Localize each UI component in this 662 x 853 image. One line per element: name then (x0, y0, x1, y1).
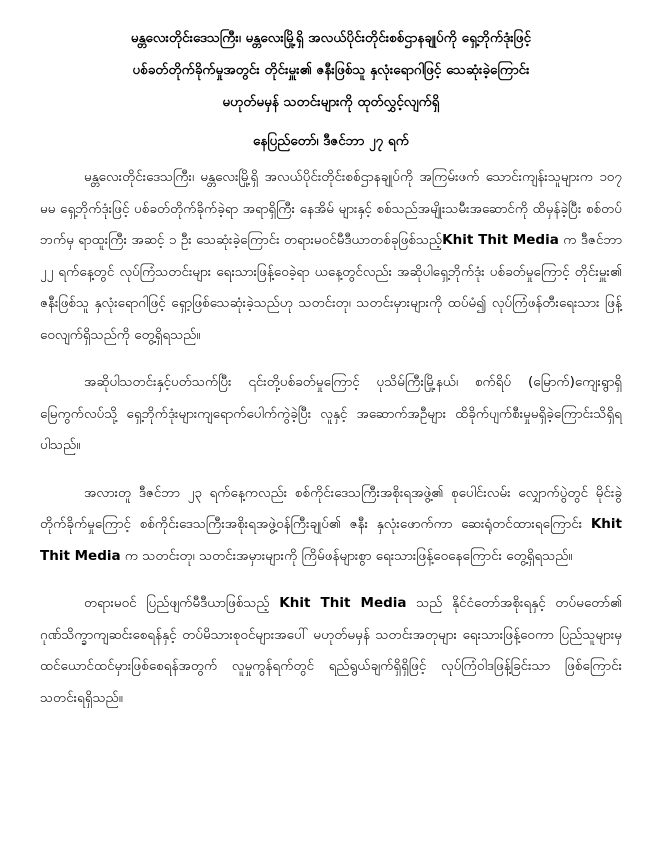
paragraph-text: အဆိုပါသတင်းနှင့်ပတ်သက်ပြီး ၎င်းတို့ပစ်ခတ်မှုကြောင့် ပုသိမ်ကြီးမြို့နယ်၊ စက်ရိပ် (မြောက်)ကျေးရွာရှိ မြေကွက်လပ်သို့ ရှေ့ဘိုက်ဒုံးများကျရောက်ပေါက်ကွဲခဲ့ပြီး လူနှင့် အဆောက်အဦများ ထိခိုက်ပျက်စီးမှုမရှိခဲ့ကြောင်းသိရှိရပါသည်။ (40, 374, 622, 453)
paragraph-1 (40, 162, 622, 351)
headline-line: ပစ်ခတ်တိုက်ခိုက်မှုအတွင်း တိုင်းမှူး၏ ဇနီးဖြစ်သူ နှလုံးရောဂါဖြင့် သေဆုံးခဲ့ကြောင်း (132, 62, 530, 78)
headline-line: မန္တလေးတိုင်းဒေသကြီး၊ မန္တလေးမြို့ရှိ အလယ်ပိုင်းတိုင်းစစ်ဌာနချုပ်ကို ရှေ့ဘိုက်ဒုံးဖြင့် (130, 30, 532, 46)
paragraph-3 (40, 478, 622, 573)
headline (40, 22, 622, 118)
paragraph-text: သည် နိုင်ငံတော်အစိုးရနှင့် တပ်မတော်၏ ဂုဏ်သိက္ခာကျဆင်းစေရန်နှင့် တပ်မိသားစုဝင်များအပေါ် မဟုတ်မမှန် သတင်းအတုများ ရေးသားဖြန့်ဝေကာ ပြည်သူများမှ ထင်ယောင်ထင်မှားဖြစ်စေရန်အတွက် လူမှုကွန်ရက်တွင် ရည်ရွယ်ချက်ရှိရှိဖြင့် လုပ်ကြံဝါဒဖြန့်ခြင်းသာ ဖြစ်ကြောင်း သတင်းရရှိသည်။ (40, 595, 622, 706)
paragraph-text: မန္တလေးတိုင်းဒေသကြီး၊ မန္တလေးမြို့ရှိ အလယ်ပိုင်းတိုင်းစစ်ဌာနချုပ်ကို အကြမ်းဖက် သောင်းကျန်းသူများက ၁၀၇ မမ ရှေ့ဘိုက်ဒုံးဖြင့် ပစ်ခတ်တိုက်ခိုက်ခဲ့ရာ အရာရှိကြီး နေအိမ် များနှင့် စစ်သည်အမျိုးသမီးအဆောင်ကို ထိမှန်ခဲ့ပြီး စစ်တပ်ဘက်မှ ရာထူးကြီး အဆင့် ၁ ဦး သေဆုံးခဲ့ကြောင်း တရားမဝင်မီဒီယာတစ်ခုဖြစ်သည့် (40, 169, 622, 248)
brand-name: Khit Thit Media (442, 232, 559, 248)
dateline: နေပြည်တော်၊ ဒီဇင်ဘာ ၂၇ ရက် (253, 133, 409, 149)
headline-line: မဟုတ်မမှန် သတင်းများကို ထုတ်လွှင့်လျက်ရှိ (222, 94, 440, 110)
paragraph-text: တရားမဝင် ပြည်ဖျက်မီဒီယာဖြစ်သည့် (84, 595, 280, 611)
paragraph-text: အလားတူ ဒီဇင်ဘာ ၂၃ ရက်နေ့ကလည်း စစ်ကိုင်းဒေသကြီးအစိုးရအဖွဲ့၏ စုပေါင်းလမ်း လျှောက်ပွဲတွင် မိုင်းခွဲတိုက်ခိုက်မှုကြောင့် စစ်ကိုင်းဒေသကြီးအစိုးရအဖွဲ့ဝန်ကြီးချုပ်၏ ဇနီး နှလုံးဖောက်ကာ ဆေးရုံတင်ထားရကြောင်း (40, 484, 622, 532)
brand-name: Khit Thit Media (40, 516, 622, 564)
brand-name: Khit Thit Media (279, 595, 407, 611)
paragraph-4 (40, 588, 622, 714)
paragraph-text: က ဒီဇင်ဘာ ၂၂ ရက်နေ့တွင် လုပ်ကြံသတင်းများ ရေးသားဖြန့်ဝေခဲ့ရာ ယနေ့တွင်လည်း အဆိုပါရှေ့ဘိုက်ဒုံး ပစ်ခတ်မှုကြောင့် တိုင်းမှူး၏ ဇနီးဖြစ်သူ နှလုံးရောဂါဖြင့် ရှော့ဖြစ်သေဆုံးခဲ့သည်ဟု သတင်းတု၊ သတင်းမှားများကို ထပ်မံ၍ လုပ်ကြံဖန်တီးရေးသား ဖြန့်ဝေလျက်ရှိသည်ကို တွေ့ရှိရသည်။ (40, 232, 623, 343)
paragraph-2 (40, 367, 622, 462)
paragraph-text: က သတင်းတု၊ သတင်းအမှားများကို ကြိမ်ဖန်များစွာ ရေးသားဖြန့်ဝေနေကြောင်း တွေ့ရှိရသည်။ (120, 547, 573, 564)
